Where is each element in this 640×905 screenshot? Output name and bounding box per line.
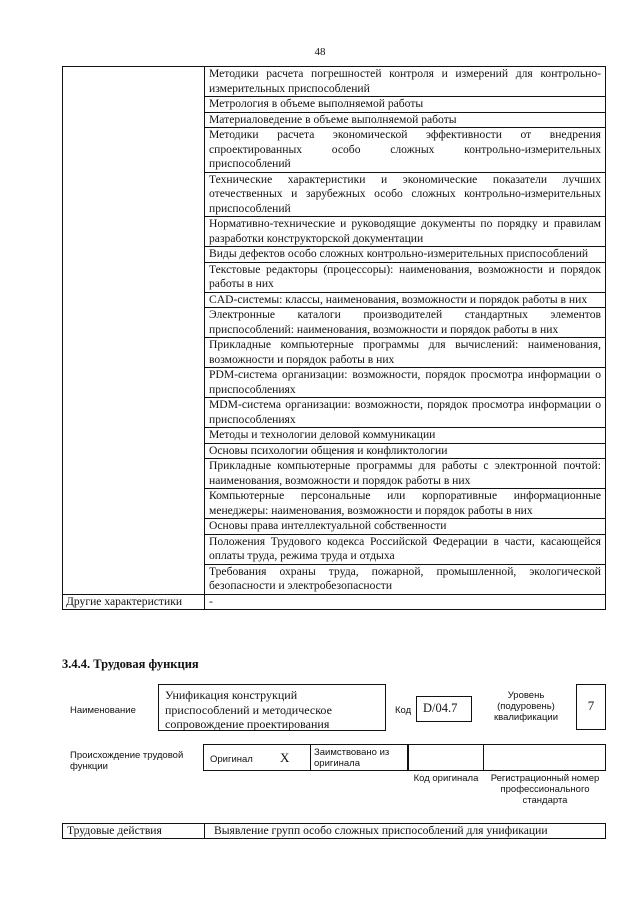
borrowed-label: Заимствовано из оригинала — [314, 747, 390, 769]
knowledge-item: Материаловедение в объеме выполняемой работы — [205, 112, 606, 128]
origin-label: Происхождение трудовой функции — [70, 750, 184, 772]
knowledge-item: Положения Трудового кодекса Российской Федерации в части, касающейся оплаты труда, режима труда и отдыха — [205, 534, 606, 564]
knowledge-row — [63, 67, 606, 97]
name-label: Наименование — [70, 705, 136, 716]
knowledge-item: Методы и технологии деловой коммуникации — [205, 428, 606, 444]
knowledge-table — [62, 66, 606, 610]
origin-codes-box — [408, 744, 606, 771]
knowledge-item: Технические характеристики и экономические показатели лучших отечественных и зарубежных особо сложных контрольно-измерительных приспособлений — [205, 172, 606, 217]
knowledge-table-body — [63, 67, 606, 610]
knowledge-item: Текстовые редакторы (процессоры): наименования, возможности и порядок работы в них — [205, 262, 606, 292]
reg-number-label: Регистрационный номер профессионального стандарта — [490, 773, 600, 806]
knowledge-item: PDM-система организации: возможности, порядок просмотра информации о приспособлениях — [205, 368, 606, 398]
level-value-box — [576, 684, 606, 730]
knowledge-item: Нормативно-технические и руководящие документы по порядку и правилам разработки конструкторской документации — [205, 217, 606, 247]
code-value-box — [416, 696, 472, 722]
knowledge-item: CAD-системы: классы, наименования, возможности и порядок работы в них — [205, 292, 606, 308]
origin-box — [203, 744, 408, 771]
knowledge-item: MDM-система организации: возможности, порядок просмотра информации о приспособлениях — [205, 398, 606, 428]
knowledge-item: Виды дефектов особо сложных контрольно-измерительных приспособлений — [205, 247, 606, 263]
name-value-box — [158, 684, 386, 731]
knowledge-item: Методики расчета экономической эффективности от внедрения спроектированных особо сложных контрольно-измерительных приспособлений — [205, 128, 606, 173]
knowledge-item: Требования охраны труда, пожарной, промышленной, экологической безопасности и электробезопасности — [205, 564, 606, 594]
knowledge-item: Компьютерные персональные или корпоративные информационные менеджеры: наименования, возможности и порядок работы в них — [205, 489, 606, 519]
name-value: Унификация конструкций приспособлений и методическое сопровождение проектирования — [165, 688, 332, 731]
code-original-label: Код оригинала — [413, 773, 479, 784]
labor-actions-row — [62, 823, 606, 839]
original-mark: X — [280, 750, 290, 765]
knowledge-item: Основы психологии общения и конфликтологии — [205, 443, 606, 459]
other-characteristics-value: - — [205, 594, 606, 610]
code-label: Код — [395, 705, 412, 716]
knowledge-left-cell — [63, 67, 205, 595]
knowledge-item: Основы права интеллектуальной собственности — [205, 519, 606, 535]
section-title: 3.4.4. Трудовая функция — [62, 657, 199, 671]
knowledge-item: Прикладные компьютерные программы для работы с электронной почтой: наименования, возможности и порядок работы в них — [205, 459, 606, 489]
other-characteristics-row — [63, 594, 606, 610]
code-value: D/04.7 — [423, 701, 458, 715]
knowledge-item: Электронные каталоги производителей стандартных элементов приспособлений: наименования, возможности и порядок работы в них — [205, 308, 606, 338]
origin-codes-divider — [483, 745, 484, 770]
knowledge-item: Прикладные компьютерные программы для вычислений: наименования, возможности и порядок работы в них — [205, 338, 606, 368]
page-number: 48 — [314, 46, 326, 58]
other-characteristics-label: Другие характеристики — [63, 594, 205, 610]
knowledge-item: Методики расчета погрешностей контроля и измерений для контрольно-измерительных приспособлений — [205, 67, 606, 97]
labor-actions-first-item: Выявление групп особо сложных приспособлений для унификации — [214, 824, 548, 837]
level-label: Уровень (подуровень) квалификации — [493, 690, 559, 723]
origin-divider — [310, 745, 311, 770]
labor-actions-label: Трудовые действия — [63, 824, 205, 838]
knowledge-item: Метрология в объеме выполняемой работы — [205, 97, 606, 113]
original-label: Оригинал — [210, 754, 253, 765]
level-value: 7 — [587, 698, 595, 713]
